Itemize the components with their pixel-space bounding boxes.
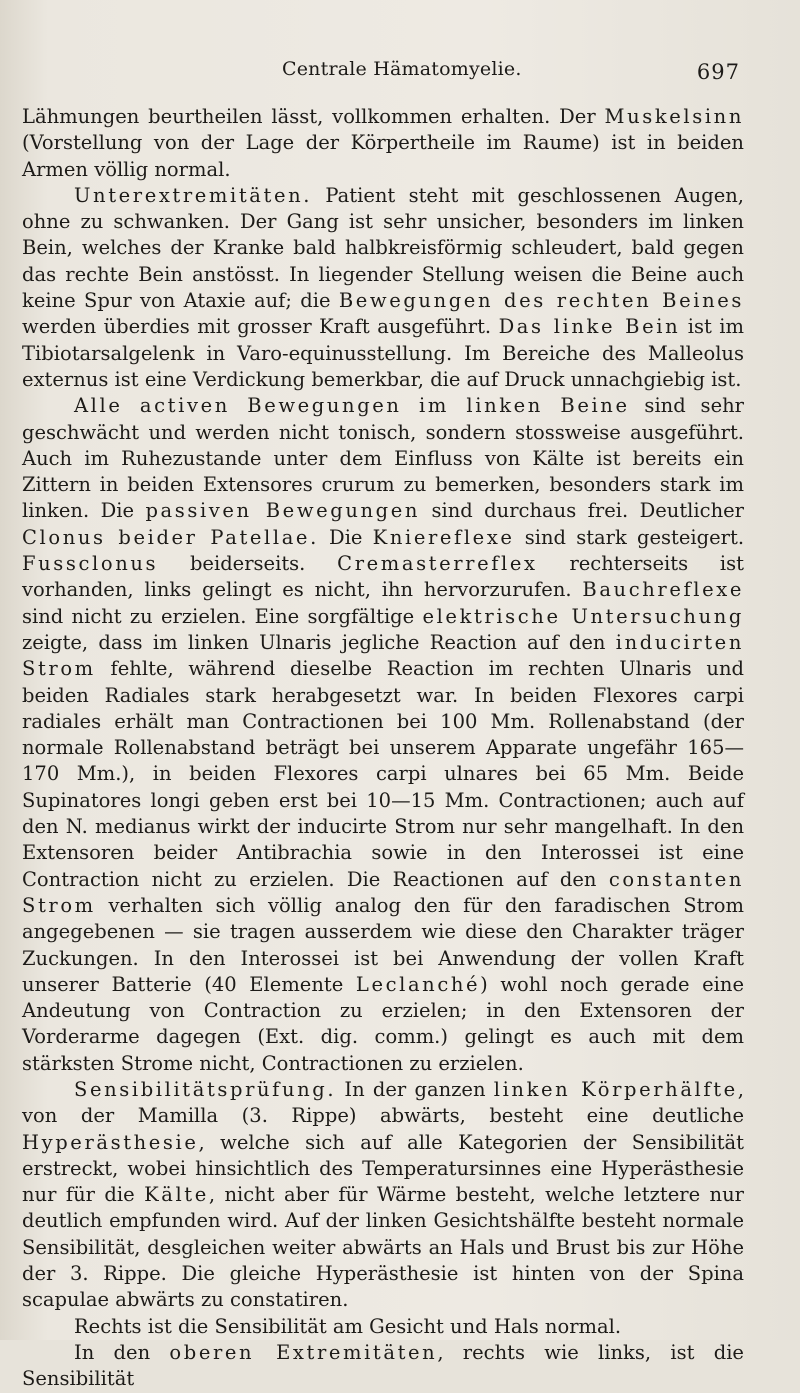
emphasized-text: inducirten Strom xyxy=(22,630,744,681)
text-run: beiderseits. xyxy=(158,552,338,576)
body-text xyxy=(22,104,744,1393)
text-run: werden überdies mit grosser Kraft ausgeführt. xyxy=(22,315,499,339)
emphasized-text: Leclanché xyxy=(355,972,481,996)
text-run: Rechts ist die Sensibilität am Gesicht und Hals normal. xyxy=(74,1314,622,1338)
paragraph xyxy=(22,1314,744,1340)
emphasized-text: Alle activen Bewegungen im linken Beine xyxy=(74,394,630,418)
text-run: , welche sich auf alle Kategorien der Sensibilität erstreckt, wobei hinsichtlich des Temperatursinnes eine Hyperästhesie nur für die xyxy=(22,1130,744,1207)
emphasized-text: Hyperästhesie xyxy=(22,1130,199,1154)
emphasized-text: passiven Bewegungen xyxy=(145,499,421,523)
emphasized-text: Kälte xyxy=(144,1183,209,1207)
paragraph xyxy=(22,1340,744,1393)
emphasized-text: linken Körperhälfte xyxy=(493,1077,738,1101)
text-run: , nicht aber für Wärme besteht, welche letztere nur deutlich empfunden wird. Auf der linken Gesichtshälfte besteht normale Sensibilität, desgleichen weiter abwärts an Hals und Brust bis zur Höhe der 3. Rippe. Die gleiche Hyperästhesie ist hinten von der Spina scapulae abwärts zu constatiren. xyxy=(22,1183,744,1312)
paragraph xyxy=(22,393,744,1077)
emphasized-text: Sensibilitätsprüfung. xyxy=(74,1077,337,1101)
emphasized-text: Fussclonus xyxy=(22,552,159,576)
running-title: Centrale Hämatomyelie. xyxy=(282,58,522,80)
text-run: zeigte, dass im linken Ulnaris jegliche Reaction auf den xyxy=(22,630,616,654)
emphasized-text: Bewegungen des rechten Beines xyxy=(338,289,744,313)
text-run: Patient steht mit geschlossenen Augen, ohne zu schwanken. Der Gang ist sehr unsicher, besonders im linken Bein, welches der Kranke bald halbkreisförmig schleudert, bald gegen das rechte Bein anstösst. In liegender Stellung weisen die Beine auch keine Spur von Ataxie auf; die xyxy=(22,183,744,313)
text-run: sind sehr geschwächt und werden nicht tonisch, sondern stossweise ausgeführt. Auch im Ruhezustande unter dem Einfluss von Kälte ist bereits ein Zittern in beiden Extensores crurum zu bemerken, besonders stark im linken. Die xyxy=(22,394,744,523)
text-run: verhalten sich völlig analog den für den faradischen Strom angegebenen — sie tragen ausserdem wie diese den Charakter träger Zuckungen. In den Interossei ist bei Anwendung der vollen Kraft unserer Batterie (40 Elemente xyxy=(22,893,744,996)
text-run: ist im Tibiotarsalgelenk in Varo-equinusstellung. Im Bereiche des Malleolus externus ist eine Verdickung bemerkbar, die auf Druck unnachgiebig ist. xyxy=(22,315,744,391)
page-header xyxy=(0,58,800,88)
text-run: ) wohl noch gerade eine Andeutung von Contraction zu erzielen; in den Extensoren der Vorderarme dagegen (Ext. dig. comm.) gelingt es auch mit dem stärksten Strome nicht, Contractionen zu erzielen. xyxy=(22,972,745,1075)
emphasized-text: elektrische Untersuchung xyxy=(422,604,744,628)
emphasized-text: Clonus beider Patellae. xyxy=(22,525,319,549)
emphasized-text: oberen Extremitäten xyxy=(169,1340,438,1364)
emphasized-text: constanten Strom xyxy=(22,867,744,917)
emphasized-text: Unterextremitäten. xyxy=(74,183,313,207)
text-run: fehlte, während dieselbe Reaction im rechten Ulnaris und beiden Radiales stark herabgesetzt war. In beiden Flexores carpi radiales erhält man Contractionen bei 100 Mm. Rollenabstand (der normale Rollenabstand beträgt bei unserem Apparate ungefähr 165—170 Mm.), in beiden Flexores carpi ulnares bei 65 Mm. Beide Supinatores longi geben erst bei 10—15 Mm. Contractionen; auch auf den N. medianus wirkt der inducirte Strom nur sehr mangelhaft. In den Extensoren beider Antibrachia sowie in den Interossei ist eine Contraction nicht zu erzielen. Die Reactionen auf den xyxy=(22,657,744,891)
text-run: Lähmungen beurtheilen lässt, vollkommen erhalten. Der xyxy=(22,105,605,128)
page-number: 697 xyxy=(696,60,740,84)
paragraph xyxy=(22,104,744,183)
text-run: In den xyxy=(74,1340,170,1364)
emphasized-text: Kniereflexe xyxy=(372,525,515,549)
emphasized-text: Das linke Bein xyxy=(498,315,681,339)
text-run: sind nicht zu erzielen. Eine sorgfältige xyxy=(22,604,423,628)
text-run: , rechts wie links, ist die Sensibilität xyxy=(22,1340,744,1391)
emphasized-text: Bauchreflexe xyxy=(582,578,744,602)
paragraph xyxy=(22,183,744,393)
text-run: sind durchaus frei. Deutlicher xyxy=(420,499,744,523)
paragraph xyxy=(22,1077,744,1314)
text-run: Die xyxy=(318,525,373,549)
text-run: (Vorstellung von der Lage der Körpertheile im Raume) ist in beiden Armen völlig normal. xyxy=(22,131,744,181)
text-run: sind stark gesteigert. xyxy=(514,525,745,549)
emphasized-text: Cremasterreflex xyxy=(337,552,538,576)
text-run: , von der Mamilla (3. Rippe) abwärts, besteht eine deutliche xyxy=(22,1077,744,1128)
text-run: In der ganzen xyxy=(336,1077,494,1101)
emphasized-text: Muskelsinn xyxy=(604,105,744,128)
text-run: rechterseits ist vorhanden, links gelingt es nicht, ihn hervorzurufen. xyxy=(22,552,744,602)
